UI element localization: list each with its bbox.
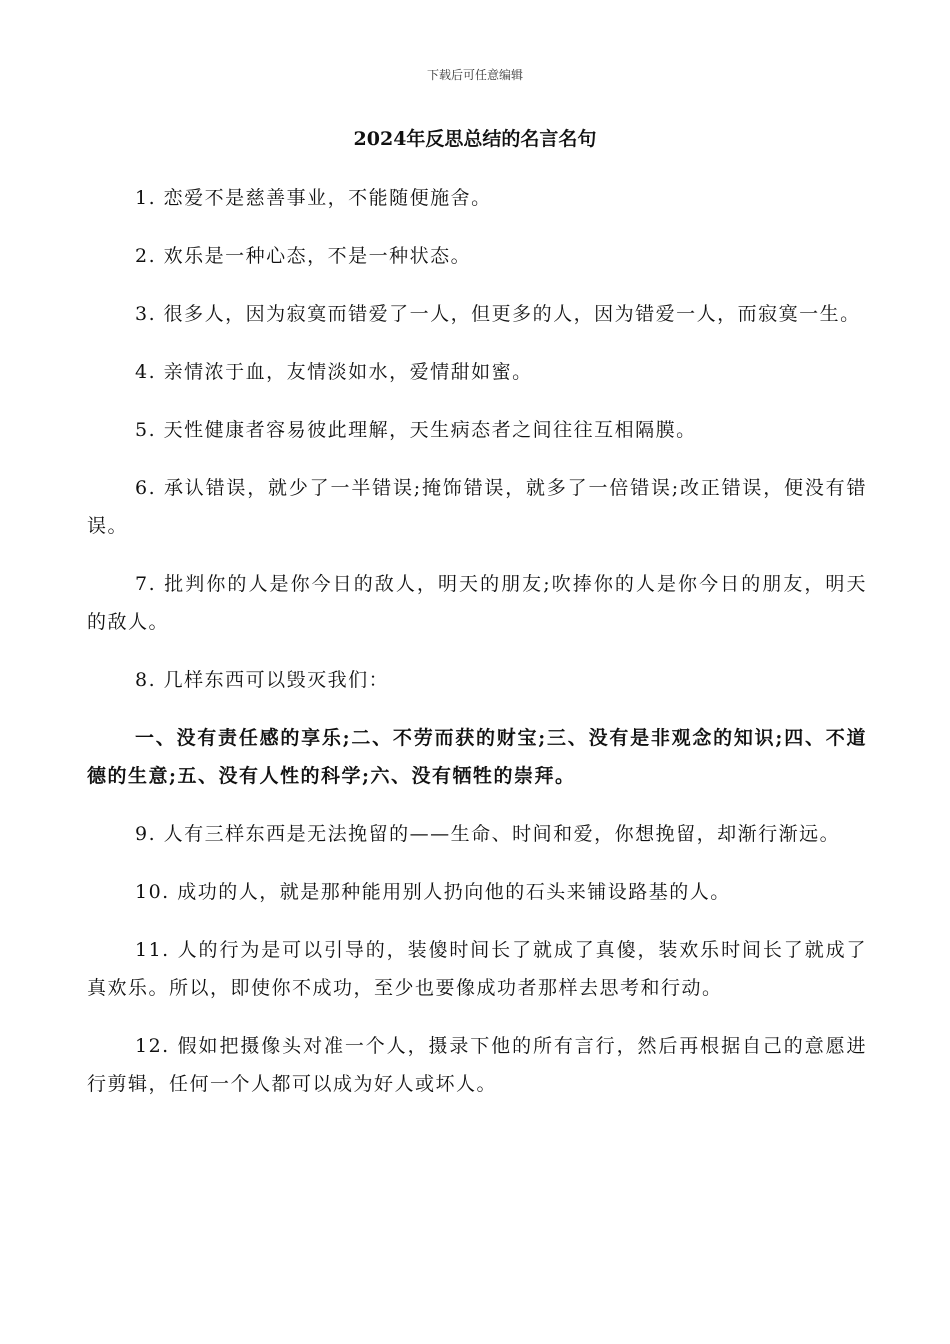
quote-paragraph-4: 4. 亲情浓于血，友情淡如水，爱情甜如蜜。 [135,361,533,383]
quote-paragraph-12: 12. 假如把摄像头对准一个人，摄录下他的所有言行，然后再根据自己的意愿进行剪辑，任何一个人都可以成为好人或坏人。 [87,1035,867,1095]
document-body [87,179,867,1123]
quote-paragraph-2: 2. 欢乐是一种心态，不是一种状态。 [135,245,472,267]
quote-paragraph-8: 8. 几样东西可以毁灭我们： [135,669,390,691]
quote-paragraph-8-list: 一、没有责任感的享乐;二、不劳而获的财宝;三、没有是非观念的知识;四、不道德的生意;五、没有人性的科学;六、没有牺牲的崇拜。 [87,727,867,787]
quote-paragraph-1: 1. 恋爱不是慈善事业，不能随便施舍。 [135,187,492,209]
quote-paragraph-9: 9. 人有三样东西是无法挽留的——生命、时间和爱，你想挽留，却渐行渐远。 [135,823,841,845]
quote-paragraph-11: 11. 人的行为是可以引导的，装傻时间长了就成了真傻，装欢乐时间长了就成了真欢乐。所以，即使你不成功，至少也要像成功者那样去思考和行动。 [87,939,867,999]
quote-paragraph-6: 6. 承认错误，就少了一半错误;掩饰错误，就多了一倍错误;改正错误，便没有错误。 [87,477,867,537]
header-note: 下载后可任意编辑 [426,68,523,82]
quote-paragraph-7: 7. 批判你的人是你今日的敌人，明天的朋友;吹捧你的人是你今日的朋友，明天的敌人。 [87,573,867,633]
quote-paragraph-10: 10. 成功的人，就是那种能用别人扔向他的石头来铺设路基的人。 [135,881,731,903]
quote-paragraph-3: 3. 很多人，因为寂寞而错爱了一人，但更多的人，因为错爱一人，而寂寞一生。 [135,303,861,325]
document-title: 2024年反思总结的名言名句 [353,128,597,150]
quote-paragraph-5: 5. 天性健康者容易彼此理解，天生病态者之间往往互相隔膜。 [135,419,697,441]
